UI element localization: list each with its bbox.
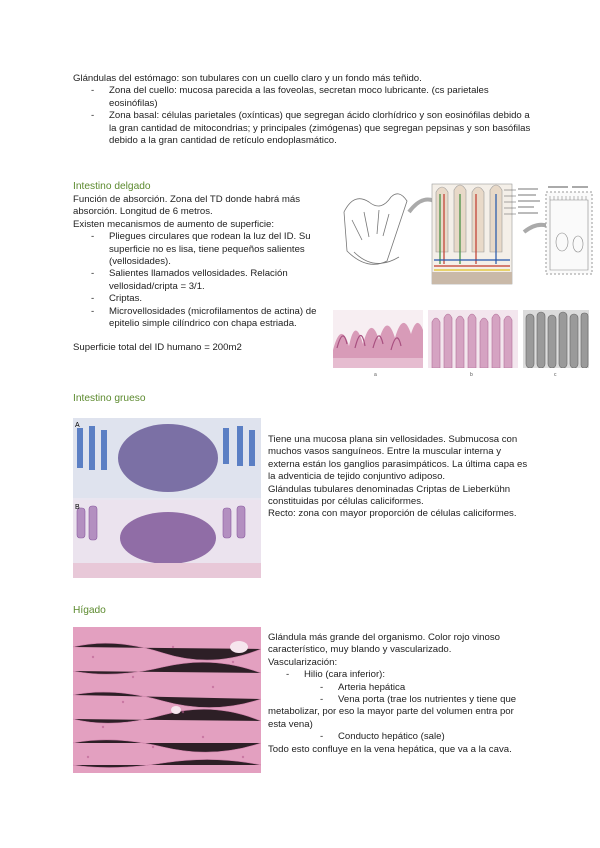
liver-heading: Hígado xyxy=(73,605,106,616)
large-intestine-micrograph xyxy=(73,418,261,578)
list-item: - Pliegues circulares que rodean la luz del ID. Su superficie no es lisa, tiene pequeños salientes (vellosidades). xyxy=(91,231,311,268)
list-item: - Conducto hepático (sale) xyxy=(320,731,445,743)
list-item: - Zona del cuello: mucosa parecida a las foveolas, secretan moco lubricante. (cs parietales eosinófilas) xyxy=(91,85,489,109)
surface-total: Superficie total del ID humano = 200m2 xyxy=(73,342,242,354)
large-intestine-heading: Intestino grueso xyxy=(73,393,146,404)
small-intestine-line2: Existen mecanismos de aumento de superficie: xyxy=(73,218,275,230)
villi-micrograph-c xyxy=(523,310,589,368)
list-item: - Hilio (cara inferior): xyxy=(286,669,386,681)
stomach-section xyxy=(73,73,533,147)
villi-diagram xyxy=(334,172,598,302)
villi-micrograph-a xyxy=(333,310,423,368)
small-intestine-line1: Función de absorción. Zona del TD donde habrá más absorción. Longitud de 6 metros. xyxy=(73,194,301,218)
list-item: - Vena porta (trae los nutrientes y tiene que metabolizar, por eso la mayor parte del volumen entra por esta vena) xyxy=(268,694,517,730)
list-item: - Arteria hepática xyxy=(320,681,406,693)
liver-text: Glándula más grande del organismo. Color rojo vinoso característico, muy blando y vascularizado. Vascularización: - Hilio (cara inferior): - Arteria hepática - Vena porta (trae los nutrientes y tiene que metabolizar, por eso la mayor parte del volumen entra por esta vena) - Conducto hepático (sale) Todo esto confluye en la vena hepática, que va a la cava. xyxy=(268,632,530,756)
small-intestine-text xyxy=(73,194,331,355)
list-item: - Salientes llamados vellosidades. Relación vellosidad/cripta = 3/1. xyxy=(91,268,288,292)
list-item: - Microvellosidades (microfilamentos de actina) de epitelio simple cilíndrico con chapa estriada. xyxy=(91,305,317,330)
fig-label-c: c xyxy=(554,372,557,378)
panel-label-a: A xyxy=(75,422,80,429)
stomach-intro: Glándulas del estómago: son tubulares con un cuello claro y un fondo más teñido. xyxy=(73,73,422,84)
small-intestine-heading: Intestino delgado xyxy=(73,181,151,192)
fig-label-a: a xyxy=(374,372,377,378)
large-intestine-text: Tiene una mucosa plana sin vellosidades. Submucosa con muchos vasos sanguíneos. Entre la muscular interna y externa están los ganglios parasimpáticos. La última capa es la adventicia de tejido conjuntivo adiposo. Glándulas tubulares denominadas Criptas de Lieberkühn constituidas por células caliciformes. Recto: zona con mayor proporción de células caliciformes. xyxy=(268,434,528,520)
panel-label-b: B xyxy=(75,504,80,511)
list-item: - Criptas. xyxy=(91,293,143,305)
villi-micrograph-b xyxy=(428,310,518,368)
list-item: - Zona basal: células parietales (oxínticas) que segregan ácido clorhídrico y son eosinófilas debido a la gran cantidad de mitocondrias; y principales (zimógenas) que segregan pepsinas y son basófilas debido a la gran cantidad de retículo endoplasmático. xyxy=(91,110,531,147)
liver-micrograph xyxy=(73,627,261,773)
fig-label-b: b xyxy=(470,372,473,378)
